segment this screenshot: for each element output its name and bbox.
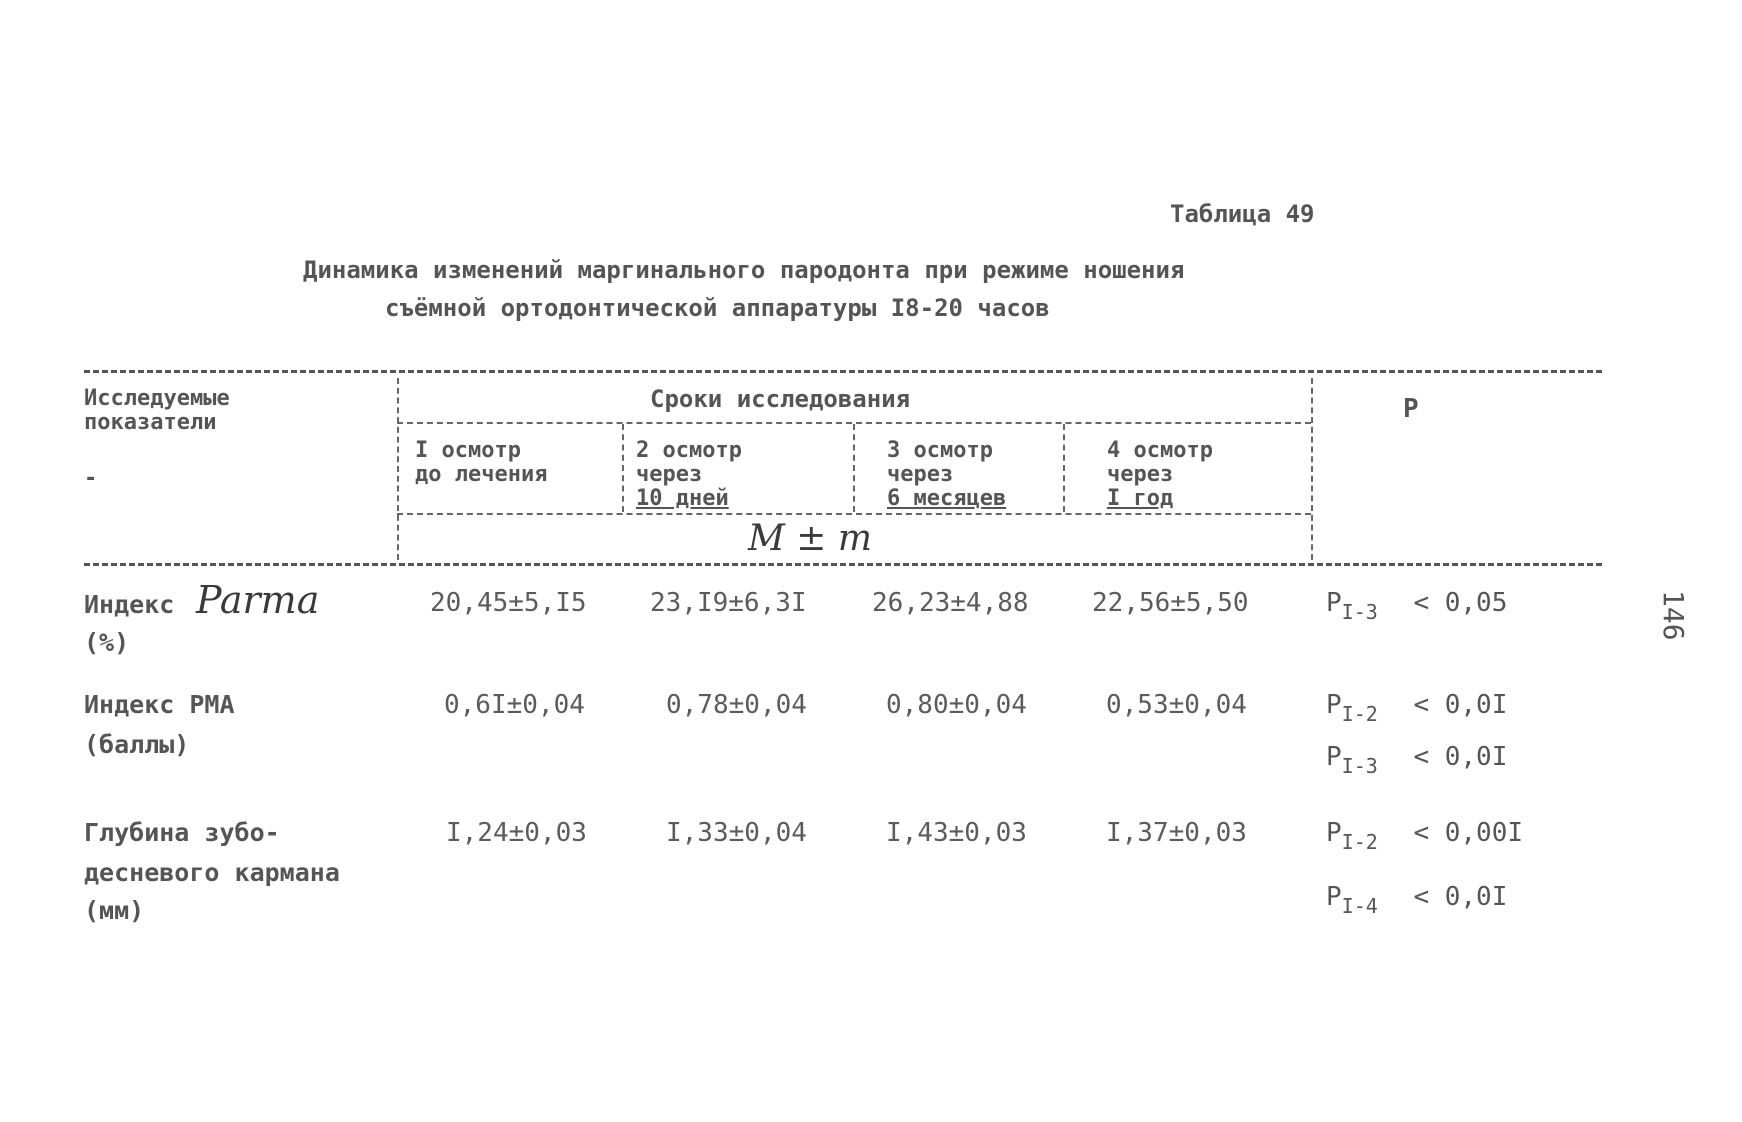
row2-label-line2: (баллы) xyxy=(84,730,190,759)
row2-p2: $Р_{I-3} < 0,0I$ xyxy=(1326,742,1508,778)
col4-head-line1: 4 осмотр xyxy=(1107,438,1213,463)
col3-head-line2: через xyxy=(887,462,954,487)
table-top-rule xyxy=(84,370,1602,373)
row3-value-col3: I,43±0,03 xyxy=(886,818,1027,848)
row3-label-line2: десневого кармана xyxy=(84,858,340,887)
header-divider-left xyxy=(397,378,399,560)
row1-value-col1: 20,45±5,I5 xyxy=(430,588,587,618)
column-divider-1 xyxy=(622,424,624,512)
col4-head-line2: через xyxy=(1107,462,1174,487)
col4-head-line3: I год xyxy=(1107,486,1174,511)
col1-head-line2: до лечения xyxy=(415,462,548,487)
row1-value-col4: 22,56±5,50 xyxy=(1092,588,1249,618)
row3-p1: $Р_{I-2} < 0,00I$ xyxy=(1326,818,1524,854)
row3-value-col4: I,37±0,03 xyxy=(1106,818,1247,848)
table-title-line1: Динамика изменений маргинального пародонта при режиме ношения xyxy=(303,256,1185,284)
header-columns-rule xyxy=(397,513,1311,515)
col3-head-line1: 3 осмотр xyxy=(887,438,993,463)
row2-p1: $Р_{I-2} < 0,0I$ xyxy=(1326,690,1508,726)
row1-label-handwritten: Parma xyxy=(196,578,320,622)
row2-value-col4: 0,53±0,04 xyxy=(1106,690,1247,720)
table-title-line2: съёмной ортодонтической аппаратуры I8-20 часов xyxy=(385,294,1050,322)
page-number: 146 xyxy=(1657,590,1690,641)
col1-head-line1: I осмотр xyxy=(415,438,521,463)
col2-head-line1: 2 осмотр xyxy=(636,438,742,463)
row2-label-line1: Индекс РМА xyxy=(84,690,235,719)
row1-label-line1: Индекс xyxy=(84,590,175,619)
row1-p1: $Р_{I-3} < 0,05$ xyxy=(1326,588,1508,624)
header-indicators-dash: - xyxy=(84,466,98,491)
row1-value-col2: 23,I9±6,3I xyxy=(650,588,807,618)
row3-label-line1: Глубина зубо- xyxy=(84,818,280,847)
col2-head-line2: через xyxy=(636,462,703,487)
row3-label-line3: (мм) xyxy=(84,896,145,925)
row1-value-col3: 26,23±4,88 xyxy=(872,588,1029,618)
header-stat-handwritten: M ± m xyxy=(748,518,873,559)
row2-value-col1: 0,6I±0,04 xyxy=(444,690,585,720)
table-label: Таблица 49 xyxy=(1170,200,1315,228)
col2-head-line3: 10 дней xyxy=(636,486,729,511)
header-indicators-line2: показатели xyxy=(84,410,217,435)
column-divider-3 xyxy=(1063,424,1065,512)
header-p: Р xyxy=(1403,394,1419,424)
header-periods: Сроки исследования xyxy=(650,385,911,413)
row3-value-col2: I,33±0,04 xyxy=(666,818,807,848)
row3-value-col1: I,24±0,03 xyxy=(446,818,587,848)
header-bottom-rule xyxy=(84,563,1602,566)
row3-p2: $Р_{I-4} < 0,0I$ xyxy=(1326,882,1508,918)
row2-value-col2: 0,78±0,04 xyxy=(666,690,807,720)
row1-label-line2: (%) xyxy=(84,628,130,657)
column-divider-2 xyxy=(853,424,855,512)
header-indicators-line1: Исследуемые xyxy=(84,386,230,411)
header-divider-right xyxy=(1311,378,1313,560)
row2-value-col3: 0,80±0,04 xyxy=(886,690,1027,720)
col3-head-line3: 6 месяцев xyxy=(887,486,1007,511)
